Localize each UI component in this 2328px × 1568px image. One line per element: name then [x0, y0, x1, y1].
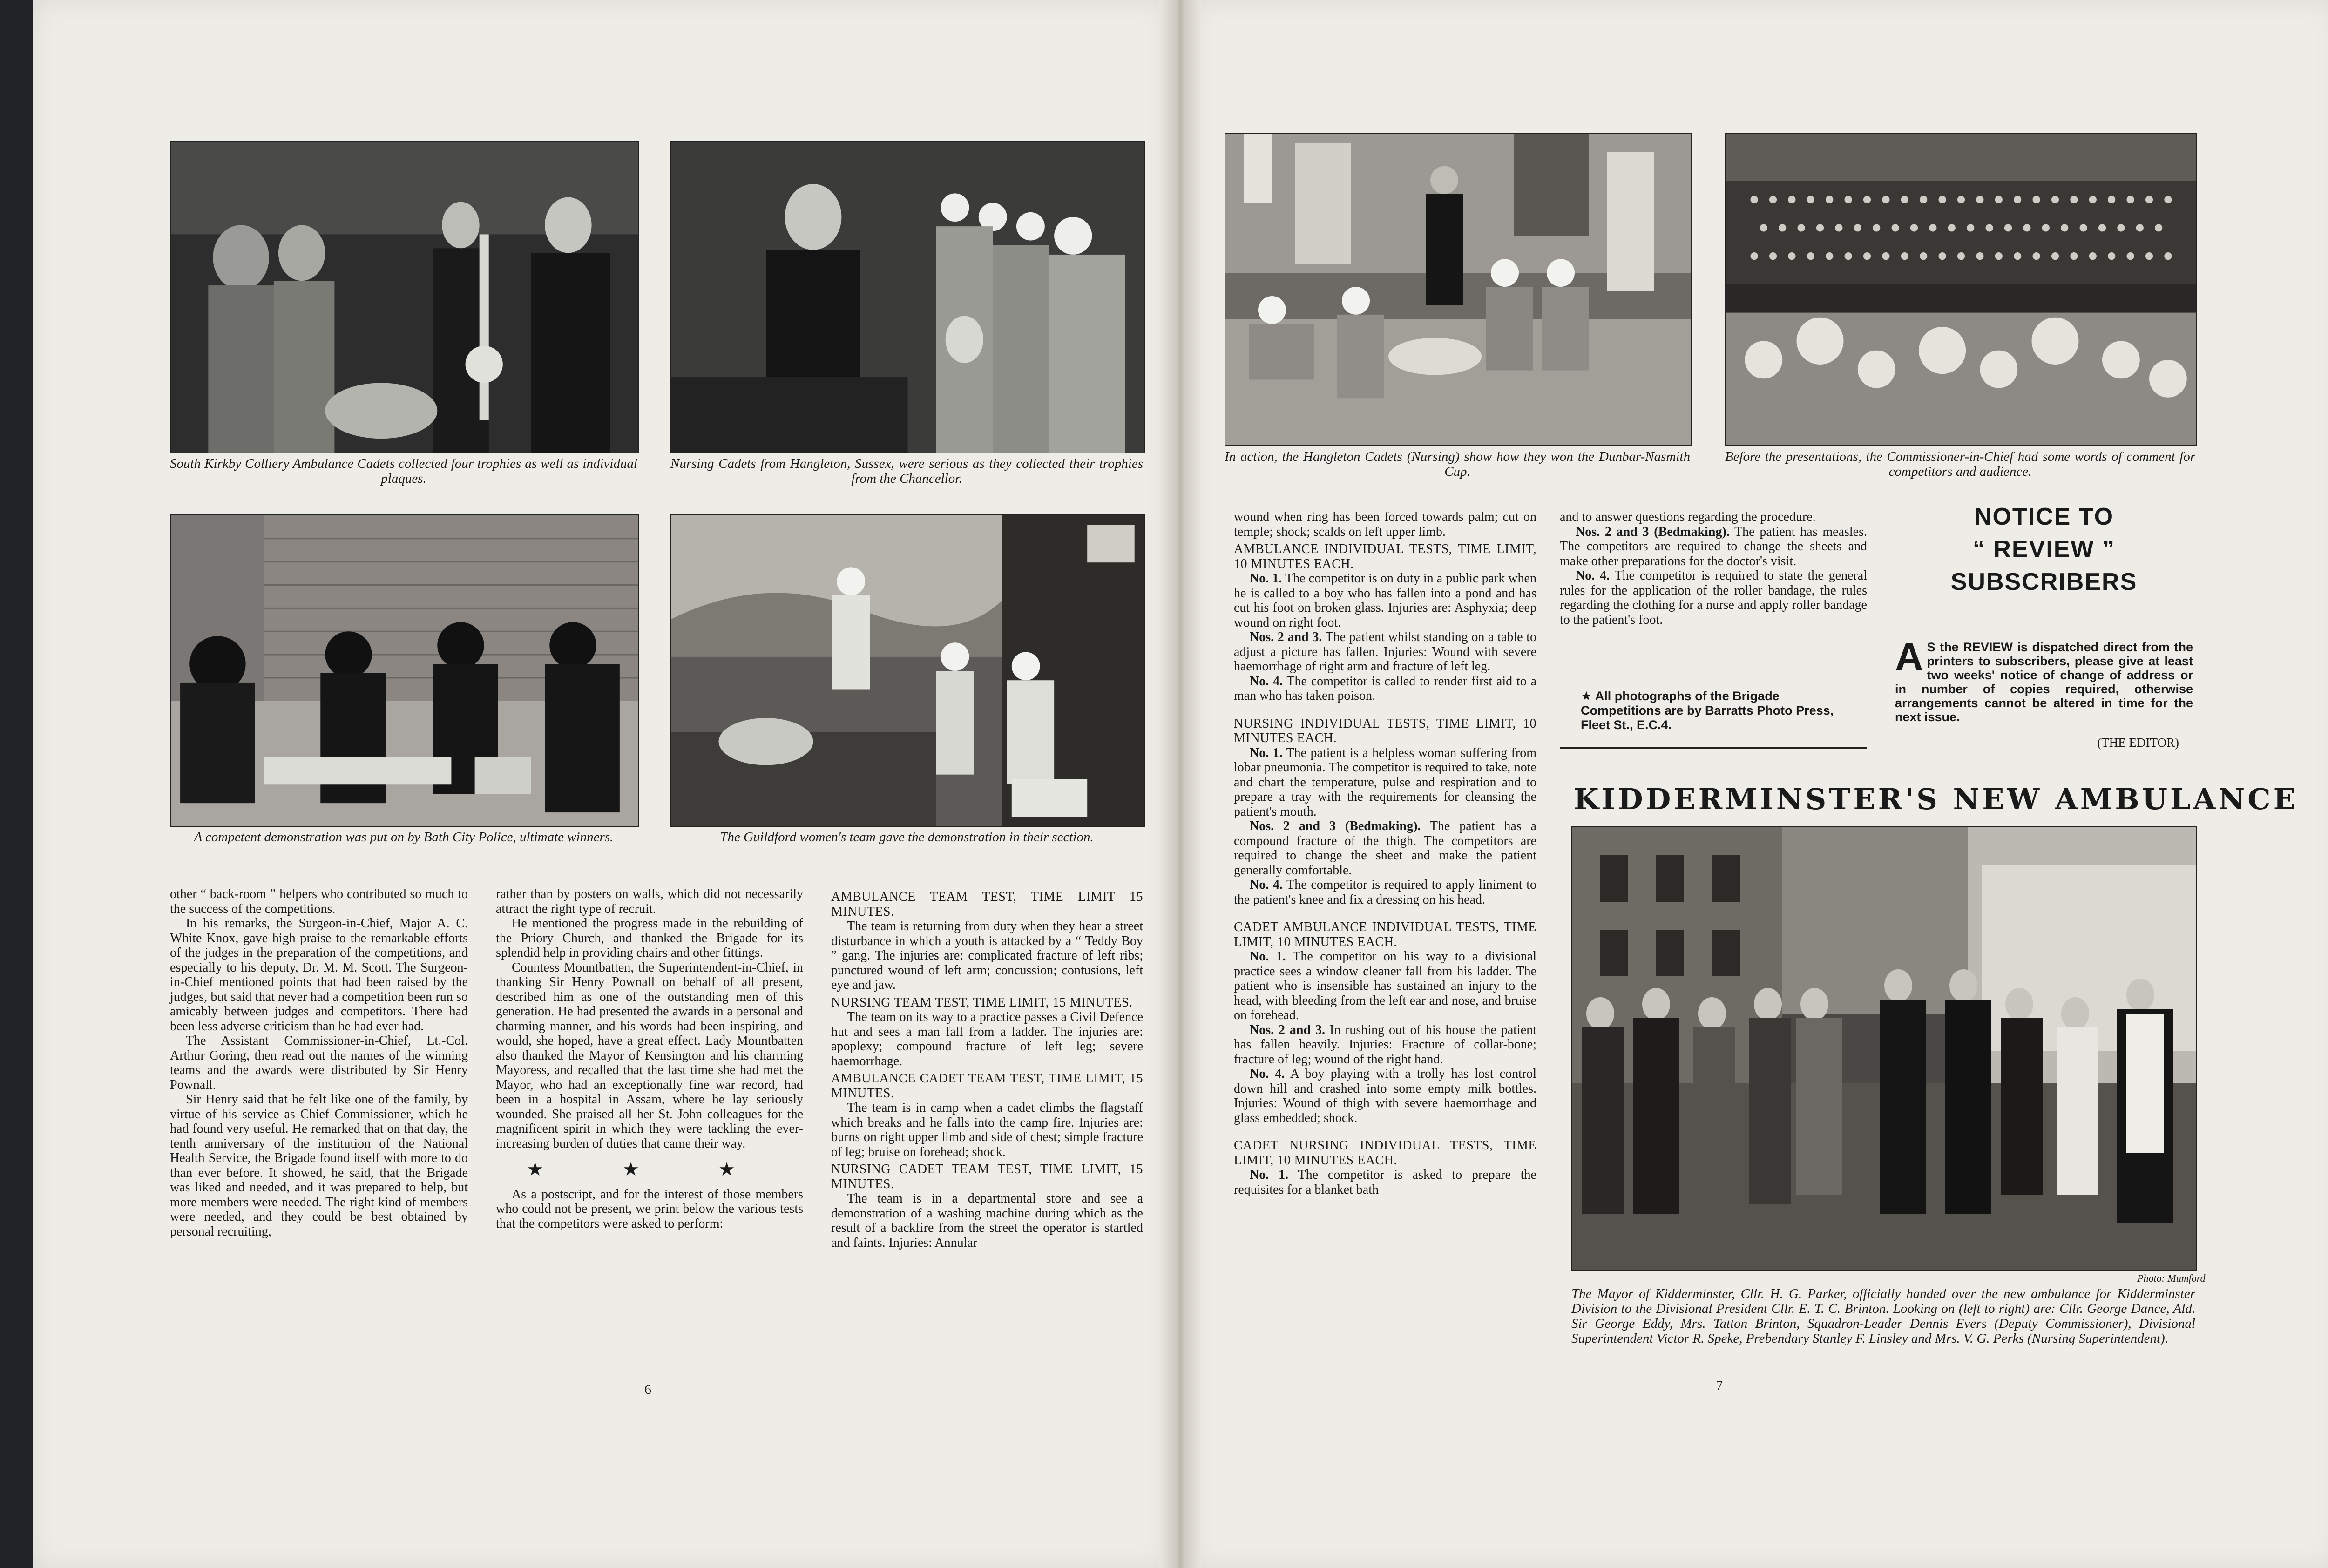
- notice-title-line-1: NOTICE TO: [1974, 503, 2114, 530]
- test-text: The competitor is required to apply liniment to the patient's knee and fix a dressing on his head.: [1234, 878, 1536, 907]
- test-label: Nos. 2 and 3 (Bedmaking).: [1250, 819, 1421, 833]
- paragraph: other “ back-room ” helpers who contributed so much to the success of the competitions.: [170, 887, 468, 916]
- test-label: No. 1.: [1250, 1168, 1289, 1182]
- page-number-left: 6: [644, 1382, 651, 1397]
- test-heading: CADET AMBULANCE INDIVIDUAL TESTS, TIME LIMIT, 10 MINUTES EACH.: [1234, 920, 1536, 949]
- test-label: Nos. 2 and 3.: [1250, 630, 1322, 644]
- caption-hangleton-chancellor: Nursing Cadets from Hangleton, Sussex, were serious as they collected their trophies from the Chancellor.: [670, 456, 1143, 486]
- caption-guildford: The Guildford women's team gave the demonstration in their section.: [720, 830, 1094, 845]
- test-heading: AMBULANCE CADET TEAM TEST, TIME LIMIT, 15 MINUTES.: [831, 1071, 1143, 1101]
- test-label: No. 4.: [1576, 568, 1610, 583]
- paragraph: The team is in a departmental store and see a demonstration of a washing machine during which as the result of a backfire from the street the operator is startled and faints. Injuries: Annular: [831, 1191, 1143, 1250]
- test-item: [1234, 1168, 1536, 1197]
- paragraph: The team is returning from duty when they hear a street disturbance in which a youth is attacked by a “ Teddy Boy ” gang. The injuries are: complicated fracture of left ribs; punctured wound of left arm; concussion; contusions, left eye and jaw.: [831, 919, 1143, 992]
- test-label: No. 4.: [1250, 1067, 1285, 1081]
- caption-south-kirkby: South Kirkby Colliery Ambulance Cadets collected four trophies as well as individual plaques.: [170, 456, 637, 486]
- test-item: [1234, 571, 1536, 630]
- test-text: The competitor is asked to prepare the requisites for a blanket bath: [1234, 1168, 1536, 1197]
- photo-hangleton-action: [1225, 133, 1692, 446]
- test-text: The competitor is required to state the general rules for the application of the roller bandage, the rules regarding the clothing for a nurse and apply roller bandage to the patient's foot.: [1560, 568, 1867, 627]
- test-text: The competitor is called to render first aid to a man who has taken poison.: [1234, 674, 1536, 703]
- test-item: [1234, 949, 1536, 1023]
- photo-bath-police: [170, 514, 639, 827]
- column-rule: [1560, 747, 1867, 749]
- paragraph: Sir Henry said that he felt like one of the family, by virtue of his service as Chief Commissioner, which he had found very useful. He remarked that on that day, the tenth anniversary of the institution of the National Health Service, the Brigade found itself with more to do than ever before. It showed, he said, that the Brigade was liked and needed, and it was prepared to help, but more members were needed. The right kind of members were needed, and they could be best obtained by personal recruiting,: [170, 1092, 468, 1239]
- caption-presentations: Before the presentations, the Commissioner-in-Chief had some words of comment for competitors and audience.: [1725, 449, 2195, 479]
- book-spine: [1159, 0, 1201, 1568]
- test-text: In rushing out of his house the patient has fallen heavily. Injuries: Fracture of collar-bone; fracture of leg; wound of the right hand.: [1234, 1022, 1537, 1067]
- test-item: [1234, 1067, 1536, 1125]
- paragraph: The Assistant Commissioner-in-Chief, Lt.-Col. Arthur Goring, then read out the names of the winning teams and the awards were distributed by Sir Henry Pownall.: [170, 1034, 468, 1092]
- test-text: The patient whilst standing on a table to adjust a picture has fallen. Injuries: Wound with severe haemorrhage of right arm and fracture of left leg.: [1234, 630, 1537, 674]
- caption-new-ambulance: The Mayor of Kidderminster, Cllr. H. G. Parker, officially handed over the new ambulance for Kidderminster Division to the Divisional President Cllr. E. T. C. Brinton. Looking on (left to right) are: Cllr. George Dance, Ald. Sir George Eddy, Mrs. Tatton Brinton, Squadron-Leader Dennis Evers (Deputy Commissioner), Divisional Superintendent Victor R. Speke, Prebendary Stanley F. Linsley and Mrs. V. G. Perks (Nursing Superintendent).: [1571, 1286, 2195, 1346]
- caption-bath-police: A competent demonstration was put on by Bath City Police, ultimate winners.: [194, 830, 614, 845]
- paragraph: Countess Mountbatten, the Superintendent-in-Chief, in thanking Sir Henry Pownall on behalf of all present, described him as one of the outstanding men of this generation. He had presented the awards in a personal and charming manner, and his words had been inspiring, and would, she hoped, have a great effect. Lady Mountbatten also thanked the Mayor of Kensington and his charming Mayoress, and recalled that the last time she had met the Mayor, who had an exceptionally fine war record, had been in a hospital in Assam, where he lay seriously wounded. She praised all her St. John colleagues for the magnificent spirit in which they were tackling the ever-increasing burden of duties that came their way.: [496, 960, 803, 1151]
- test-text: The patient is a helpless woman suffering from lobar pneumonia. The competitor is required to take, note and chart the temperature, pulse and respiration and to prepare a tray with the requirements for cleansing the patient's mouth.: [1234, 745, 1536, 819]
- page-number-right: 7: [1716, 1378, 1723, 1393]
- test-heading: NURSING CADET TEAM TEST, TIME LIMIT, 15 MINUTES.: [831, 1162, 1143, 1191]
- test-item: [1234, 674, 1536, 703]
- test-heading: NURSING TEAM TEST, TIME LIMIT, 15 MINUTES.: [831, 995, 1133, 1010]
- paragraph: wound when ring has been forced towards palm; cut on temple; shock; scalds on left upper limb.: [1234, 510, 1536, 539]
- test-label: No. 1.: [1250, 745, 1283, 760]
- test-label: Nos. 2 and 3 (Bedmaking).: [1576, 524, 1730, 539]
- test-item: [1560, 525, 1867, 569]
- caption-hangleton-action: In action, the Hangleton Cadets (Nursing) show how they won the Dunbar-Nasmith Cup.: [1225, 449, 1690, 479]
- paragraph: The team on its way to a practice passes a Civil Defence hut and sees a man fall from a ladder. The injuries are: apoplexy; compound fracture of left leg; severe haemorrhage.: [831, 1010, 1143, 1068]
- test-text: A boy playing with a trolly has lost control down hill and crashed into some empty milk bottles. Injuries: Wound of thigh with severe haemorrhage and glass embedded; shock.: [1234, 1067, 1536, 1125]
- headline: KIDDERMINSTER'S NEW AMBULANCE: [1574, 782, 2298, 816]
- test-text: The patient has measles. The competitors are required to change the sheets and make other preparations for the doctor's visit.: [1560, 524, 1867, 568]
- test-item: [1234, 630, 1536, 674]
- right-column-2: [1560, 510, 1867, 627]
- left-column-3: [831, 887, 1143, 1250]
- paragraph: He mentioned the progress made in the rebuilding of the Priory Church, and thanked the Brigade for its splendid help in providing chairs and other fittings.: [496, 916, 803, 960]
- test-heading: AMBULANCE INDIVIDUAL TESTS, TIME LIMIT, 10 MINUTES EACH.: [1234, 542, 1536, 571]
- photo-guildford: [670, 514, 1145, 827]
- test-item: [1234, 1023, 1536, 1067]
- paragraph: In his remarks, the Surgeon-in-Chief, Major A. C. White Knox, gave high praise to the remarkable efforts of the judges in the preparation of the competitions, and especially to his deputy, Dr. M. M. Scott. The Surgeon-in-Chief mentioned points that had been raised by the judges, but said that never had a competition been run so amicably between judges and competitors. There had been less adverse criticism than he had ever had.: [170, 916, 468, 1034]
- test-item: [1234, 819, 1536, 878]
- test-label: No. 1.: [1250, 571, 1282, 586]
- notice-title-line-2: “ REVIEW ”: [1972, 536, 2116, 563]
- photo-south-kirkby: [170, 141, 639, 453]
- right-column-1: [1234, 510, 1536, 1197]
- photo-credit-note: ★ All photographs of the Brigade Competitions are by Barratts Photo Press, Fleet St., E.C.4.: [1581, 689, 1834, 732]
- paragraph: and to answer questions regarding the procedure.: [1560, 510, 1816, 524]
- test-text: The competitor is on duty in a public park when he is called to a boy who has fallen into a pond and has cut his foot on broken glass. Injuries are: Asphyxia; deep wound on right foot.: [1234, 571, 1536, 630]
- left-column-2: [496, 887, 803, 1231]
- photo-credit: Photo: Mumford: [2137, 1272, 2206, 1284]
- test-text: The patient has a compound fracture of the thigh. The competitors are required to change the sheet and make the patient generally comfortable.: [1234, 819, 1536, 878]
- notice-signature: (THE EDITOR): [2097, 736, 2179, 750]
- notice-text: S the REVIEW is dispatched direct from the printers to subscribers, please give at least two weeks' notice of change of address or in number of copies required, otherwise arrangements cannot be altered in time for the next issue.: [1895, 640, 2193, 724]
- notice-body: [1895, 635, 2193, 724]
- test-label: No. 4.: [1250, 674, 1283, 689]
- test-label: No. 4.: [1250, 878, 1283, 892]
- paragraph: As a postscript, and for the interest of those members who could not be present, we print below the various tests that the competitors were asked to perform:: [496, 1187, 803, 1231]
- test-heading: CADET NURSING INDIVIDUAL TESTS, TIME LIMIT, 10 MINUTES EACH.: [1234, 1138, 1536, 1168]
- left-column-1: [170, 887, 468, 1239]
- test-item: [1560, 568, 1867, 627]
- drop-cap: A: [1895, 635, 1923, 679]
- test-text: The competitor on his way to a divisional practice sees a window cleaner fall from his ladder. The patient who is insensible has sustained an injury to the head, with bleeding from the left ear and nose, and bruise on forehead.: [1234, 949, 1536, 1022]
- notice-title-line-3: SUBSCRIBERS: [1950, 568, 2138, 595]
- test-label: No. 1.: [1250, 949, 1286, 964]
- photo-presentations: [1725, 133, 2197, 446]
- test-item: [1234, 878, 1536, 907]
- paragraph: The team is in camp when a cadet climbs the flagstaff which breaks and he falls into the camp fire. Injuries are: burns on right upper limb and side of chest; simple fracture of leg; bruise on forehead; shock.: [831, 1101, 1143, 1159]
- test-heading: AMBULANCE TEAM TEST, TIME LIMIT 15 MINUTES.: [831, 890, 1143, 919]
- test-item: [1234, 746, 1536, 819]
- paragraph: rather than by posters on walls, which did not necessarily attract the right type of recruit.: [496, 887, 803, 916]
- test-heading: NURSING INDIVIDUAL TESTS, TIME LIMIT, 10 MINUTES EACH.: [1234, 716, 1536, 745]
- photo-new-ambulance: [1571, 826, 2197, 1271]
- test-label: Nos. 2 and 3.: [1250, 1022, 1325, 1037]
- photo-hangleton-chancellor: [670, 141, 1145, 453]
- star-divider: ★ ★ ★: [527, 1159, 772, 1180]
